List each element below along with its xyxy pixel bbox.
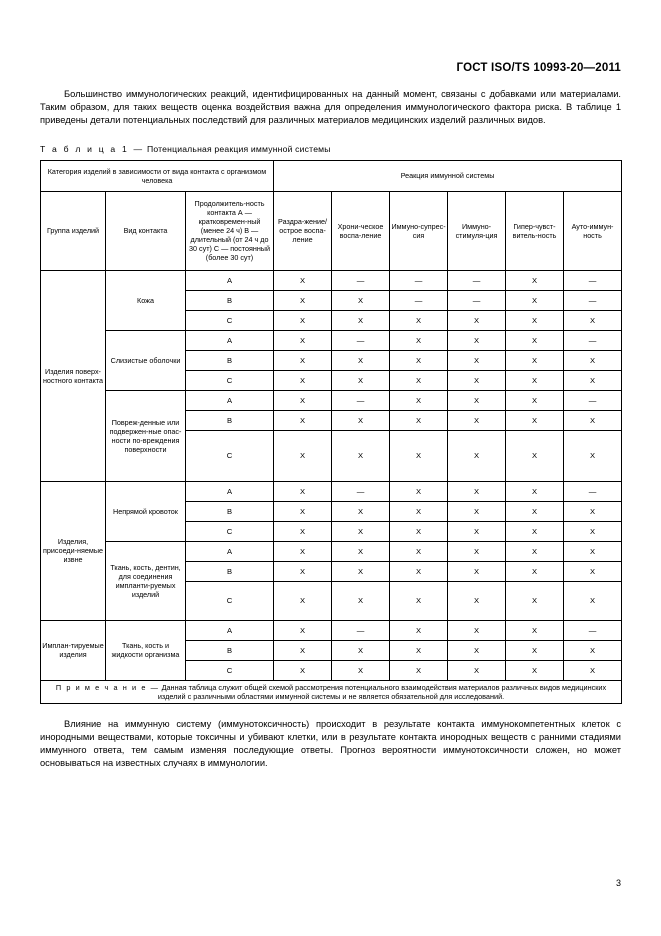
value-cell: X <box>390 640 448 660</box>
value-cell: X <box>332 410 390 430</box>
value-cell: X <box>274 330 332 350</box>
value-cell: X <box>332 581 390 620</box>
value-cell: X <box>506 290 564 310</box>
duration-cell: С <box>186 430 274 481</box>
value-cell: X <box>448 330 506 350</box>
value-cell: X <box>332 660 390 680</box>
header-reaction-0: Раздра-жение/ острое воспа-ление <box>274 191 332 270</box>
value-cell: X <box>448 660 506 680</box>
value-cell: X <box>506 370 564 390</box>
value-cell: X <box>274 350 332 370</box>
value-cell: X <box>448 501 506 521</box>
value-cell: X <box>274 521 332 541</box>
value-cell: X <box>448 640 506 660</box>
value-cell: X <box>390 310 448 330</box>
value-cell: X <box>506 561 564 581</box>
value-cell: X <box>448 541 506 561</box>
table-row <box>41 620 622 640</box>
immune-reaction-table <box>40 160 622 704</box>
value-cell: — <box>448 290 506 310</box>
table-container <box>40 160 621 704</box>
header-col-group: Группа изделий <box>41 191 106 270</box>
header-reaction-2: Иммуно-супрес-сия <box>390 191 448 270</box>
table-row <box>41 541 622 561</box>
value-cell: X <box>390 561 448 581</box>
table-caption <box>40 144 621 154</box>
value-cell: X <box>332 290 390 310</box>
value-cell: X <box>564 370 622 390</box>
duration-cell: С <box>186 310 274 330</box>
duration-cell: В <box>186 290 274 310</box>
value-cell: X <box>274 620 332 640</box>
table-header-row-1 <box>41 160 622 191</box>
header-reaction-1: Хрони-ческое воспа-ление <box>332 191 390 270</box>
value-cell: X <box>506 410 564 430</box>
group-name-1: Изделия, присоеди-няемые извне <box>41 481 106 620</box>
value-cell: X <box>274 481 332 501</box>
value-cell: X <box>274 290 332 310</box>
value-cell: X <box>506 270 564 290</box>
value-cell: X <box>564 660 622 680</box>
type-name-0-0: Кожа <box>106 270 186 330</box>
table-header-row-2 <box>41 191 622 270</box>
value-cell: X <box>564 521 622 541</box>
header-reaction-4: Гипер-чувст-витель-ность <box>506 191 564 270</box>
duration-cell: С <box>186 581 274 620</box>
value-cell: X <box>274 660 332 680</box>
page-header <box>40 0 621 74</box>
value-cell: — <box>390 290 448 310</box>
value-cell: X <box>564 430 622 481</box>
value-cell: X <box>274 410 332 430</box>
value-cell: X <box>274 640 332 660</box>
value-cell: — <box>332 481 390 501</box>
value-cell: X <box>332 430 390 481</box>
value-cell: X <box>506 310 564 330</box>
type-name-0-2: Повреж-денные или подвержен-ные опас-ности по-вреждения поверхности <box>106 390 186 481</box>
value-cell: X <box>448 521 506 541</box>
value-cell: X <box>390 521 448 541</box>
value-cell: X <box>564 541 622 561</box>
header-category-group: Категория изделий в зависимости от вида контакта с организмом человека <box>41 160 274 191</box>
value-cell: X <box>390 481 448 501</box>
duration-cell: А <box>186 620 274 640</box>
duration-cell: А <box>186 390 274 410</box>
value-cell: X <box>274 430 332 481</box>
value-cell: X <box>448 310 506 330</box>
duration-cell: С <box>186 660 274 680</box>
value-cell: X <box>448 350 506 370</box>
value-cell: X <box>448 481 506 501</box>
value-cell: X <box>564 501 622 521</box>
table-row <box>41 390 622 410</box>
value-cell: X <box>332 370 390 390</box>
header-col-type: Вид контакта <box>106 191 186 270</box>
value-cell: X <box>274 581 332 620</box>
page-number: 3 <box>615 878 621 888</box>
value-cell: — <box>564 481 622 501</box>
value-cell: X <box>274 310 332 330</box>
value-cell: X <box>506 660 564 680</box>
duration-cell: А <box>186 330 274 350</box>
value-cell: X <box>564 310 622 330</box>
value-cell: X <box>332 640 390 660</box>
value-cell: X <box>332 501 390 521</box>
value-cell: X <box>564 561 622 581</box>
duration-cell: А <box>186 541 274 561</box>
value-cell: X <box>506 330 564 350</box>
value-cell: X <box>274 561 332 581</box>
value-cell: X <box>506 620 564 640</box>
value-cell: X <box>390 430 448 481</box>
value-cell: X <box>448 390 506 410</box>
table-note-text: Данная таблица служит общей схемой рассмотрения потенциального взаимодействия материалов различных видов медицинских изделий с различными областями иммунной системы и не является обязательной для исследований. <box>157 682 607 701</box>
table-note <box>41 680 622 703</box>
value-cell: X <box>332 521 390 541</box>
duration-cell: В <box>186 410 274 430</box>
duration-cell: С <box>186 370 274 390</box>
value-cell: X <box>274 541 332 561</box>
value-cell: X <box>448 561 506 581</box>
value-cell: — <box>332 620 390 640</box>
duration-cell: В <box>186 640 274 660</box>
value-cell: X <box>506 640 564 660</box>
value-cell: X <box>506 521 564 541</box>
value-cell: X <box>564 410 622 430</box>
type-name-2-0: Ткань, кость и жидкости организма <box>106 620 186 680</box>
value-cell: X <box>332 561 390 581</box>
value-cell: X <box>506 390 564 410</box>
value-cell: X <box>390 581 448 620</box>
value-cell: X <box>448 410 506 430</box>
value-cell: X <box>506 350 564 370</box>
duration-cell: В <box>186 501 274 521</box>
value-cell: X <box>332 350 390 370</box>
duration-cell: С <box>186 521 274 541</box>
value-cell: X <box>448 581 506 620</box>
value-cell: X <box>390 501 448 521</box>
value-cell: — <box>564 270 622 290</box>
value-cell: X <box>274 501 332 521</box>
value-cell: X <box>274 370 332 390</box>
group-name-0: Изделия поверх-ностного контакта <box>41 270 106 481</box>
duration-cell: А <box>186 481 274 501</box>
value-cell: X <box>564 640 622 660</box>
value-cell: — <box>332 330 390 350</box>
value-cell: — <box>564 620 622 640</box>
type-name-1-1: Ткань, кость, дентин, для соединения импланти-руемых изделий <box>106 541 186 620</box>
table-caption-text: Потенциальная реакция иммунной системы <box>146 143 331 154</box>
value-cell: — <box>564 330 622 350</box>
value-cell: X <box>332 310 390 330</box>
table-row <box>41 270 622 290</box>
value-cell: X <box>448 430 506 481</box>
value-cell: X <box>506 581 564 620</box>
duration-cell: В <box>186 561 274 581</box>
duration-cell: В <box>186 350 274 370</box>
intro-paragraph: Большинство иммунологических реакций, идентифицированных на данный момент, связаны с добавками или материалами. Таким образом, для таких веществ оценка воздействия важна для определения иммунологического фактора риска. В таблице 1 приведены детали потенциальных последствий для различных материалов медицинских изделий различных видов. <box>40 89 621 126</box>
table-row <box>41 481 622 501</box>
value-cell: X <box>274 270 332 290</box>
header-reaction-3: Иммуно-стимуля-ция <box>448 191 506 270</box>
table-note-lead: П р и м е ч а н и е — <box>55 682 160 692</box>
header-reaction-5: Ауто-иммун-ность <box>564 191 622 270</box>
value-cell: — <box>564 290 622 310</box>
value-cell: X <box>390 620 448 640</box>
value-cell: — <box>390 270 448 290</box>
table-row <box>41 330 622 350</box>
value-cell: X <box>390 541 448 561</box>
value-cell: X <box>332 541 390 561</box>
value-cell: X <box>390 350 448 370</box>
table-note-row <box>41 680 622 703</box>
group-name-2: Имплан-тируемые изделия <box>41 620 106 680</box>
value-cell: — <box>448 270 506 290</box>
value-cell: X <box>390 390 448 410</box>
duration-cell: А <box>186 270 274 290</box>
value-cell: X <box>564 581 622 620</box>
value-cell: X <box>506 541 564 561</box>
value-cell: — <box>332 390 390 410</box>
outro-paragraph: Влияние на иммунную систему (иммунотоксичность) происходит в результате контакта иммунокомпетентных клеток с инородными веществами, которые токсичны и убивают клетки, или в результате контакта инородных веществ с ранними стадиями иммунного ответа, тем самым изменяя последующие ответы. Прогноз вероятности иммунотоксичности сложен, но может основываться на известных случаях в иммунологии. <box>40 718 621 769</box>
type-name-0-1: Слизистые оболочки <box>106 330 186 390</box>
value-cell: X <box>506 481 564 501</box>
value-cell: X <box>448 370 506 390</box>
value-cell: X <box>274 390 332 410</box>
value-cell: X <box>390 410 448 430</box>
value-cell: X <box>506 430 564 481</box>
value-cell: — <box>564 390 622 410</box>
table-caption-label: Т а б л и ц а 1 — <box>40 143 145 154</box>
value-cell: X <box>390 660 448 680</box>
standard-title: ГОСТ ISO/TS 10993-20—2011 <box>456 62 621 74</box>
value-cell: X <box>448 620 506 640</box>
value-cell: X <box>390 370 448 390</box>
type-name-1-0: Непрямой кровоток <box>106 481 186 541</box>
value-cell: — <box>332 270 390 290</box>
value-cell: X <box>390 330 448 350</box>
header-col-duration: Продолжитель-ность контакта А — кратковремен-ный (менее 24 ч) В — длительный (от 24 ч до 30 сут) С — постоянный (более 30 сут) <box>186 191 274 270</box>
value-cell: X <box>506 501 564 521</box>
value-cell: X <box>564 350 622 370</box>
header-reaction-group: Реакция иммунной системы <box>274 160 622 191</box>
